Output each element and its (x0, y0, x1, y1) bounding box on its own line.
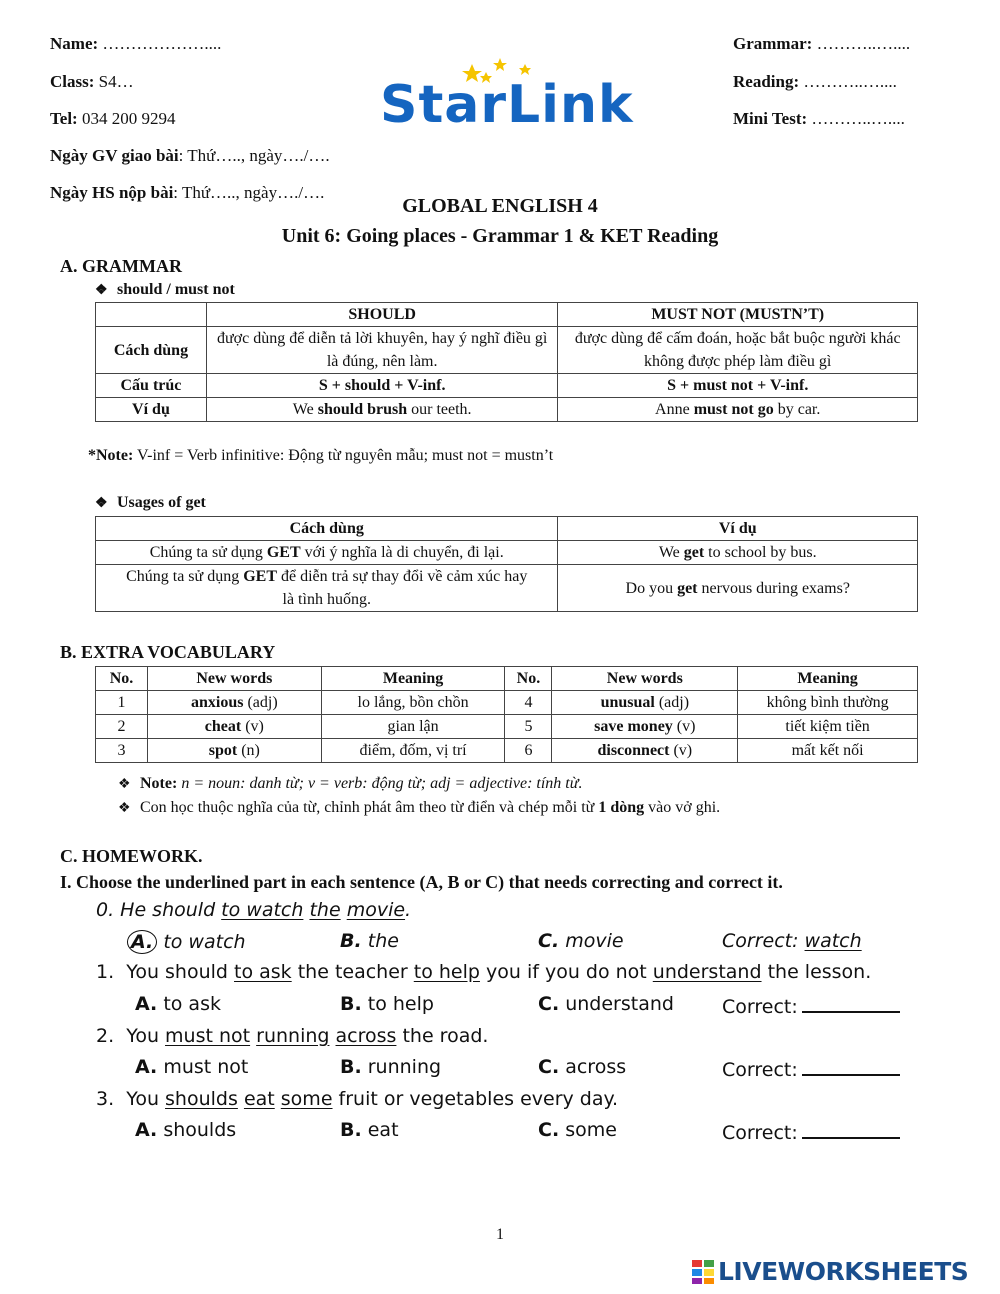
q3-option-b[interactable]: B. eat (340, 1119, 399, 1141)
example-option-b: B. the (340, 930, 399, 952)
vocab-meaning: điểm, đốm, vị trí (321, 739, 505, 763)
watermark-text: LIVEWORKSHEETS (718, 1257, 969, 1286)
usage-header: Cách dùng (96, 517, 558, 541)
student-date-line: Ngày HS nộp bài: Thứ….., ngày…./…. (50, 183, 325, 202)
diamond-bullet-icon: ❖ (95, 496, 108, 511)
tel-line: Tel: 034 200 9294 (50, 109, 176, 128)
vocab-instruction: ❖ Con học thuộc nghĩa của từ, chỉnh phát âm theo từ điển và chép mỗi từ 1 dòng vào vở ghi. (118, 799, 721, 816)
should-usage: được dùng để diễn tả lời khuyên, hay ý nghĩ điều gì là đúng, nên làm. (206, 327, 558, 374)
vocab-word: spot (n) (147, 739, 321, 763)
should-mustnot-table (95, 302, 918, 422)
q3-correct: Correct: (722, 1119, 900, 1144)
teacher-date-line: Ngày GV giao bài: Thứ….., ngày…./…. (50, 146, 330, 165)
liveworksheets-logo-icon (692, 1260, 714, 1284)
table-row (96, 739, 918, 763)
page-subtitle: Unit 6: Going places - Grammar 1 & KET Reading (281, 225, 719, 247)
exercise-instruction: I. Choose the underlined part in each sentence (A, B or C) that needs correcting and correct it. (60, 872, 783, 892)
q2-answer-blank[interactable] (802, 1056, 900, 1076)
get-usages-subheading: ❖ Usages of get (95, 494, 206, 511)
example-header: Ví dụ (558, 517, 918, 541)
usage-label: Cách dùng (96, 327, 207, 374)
vocab-number: 2 (96, 715, 148, 739)
get-usage-1: Chúng ta sử dụng GET với ý nghĩa là di chuyển, đi lại. (96, 541, 558, 565)
question-3: 3. You shoulds eat some fruit or vegetables every day. (96, 1088, 619, 1110)
mustnot-header: MUST NOT (MUSTN’T) (558, 303, 918, 327)
starlink-logo (380, 58, 634, 136)
example-label: Ví dụ (96, 398, 207, 422)
page-number: 1 (496, 1226, 504, 1243)
question-2: 2. You must not running across the road. (96, 1025, 489, 1047)
q1-option-a[interactable]: A. to ask (135, 993, 221, 1015)
table-row (96, 691, 918, 715)
structure-label: Cấu trúc (96, 374, 207, 398)
circled-answer: A. (127, 930, 157, 954)
vocab-header: New words (147, 667, 321, 691)
should-structure: S + should + V-inf. (206, 374, 558, 398)
section-a-heading: A. GRAMMAR (60, 256, 182, 276)
vocab-number: 6 (505, 739, 552, 763)
q2-option-c[interactable]: C. across (538, 1056, 627, 1078)
vocab-meaning: mất kết nối (738, 739, 918, 763)
vocab-meaning: tiết kiệm tiền (738, 715, 918, 739)
example-option-c: C. movie (538, 930, 624, 952)
table-row (96, 715, 918, 739)
question-1: 1. You should to ask the teacher to help you if you do not understand the lesson. (96, 961, 872, 983)
example-option-a: A. to watch (127, 930, 246, 954)
q2-correct: Correct: (722, 1056, 900, 1081)
q3-answer-blank[interactable] (802, 1119, 900, 1139)
vocabulary-table (95, 666, 918, 763)
vocab-header: Meaning (738, 667, 918, 691)
should-mustnot-subheading: ❖ should / must not (95, 281, 235, 298)
vocab-word: anxious (adj) (147, 691, 321, 715)
liveworksheets-watermark (692, 1257, 992, 1287)
q3-option-a[interactable]: A. shoulds (135, 1119, 237, 1141)
q2-option-b[interactable]: B. running (340, 1056, 442, 1078)
vocab-meaning: không bình thường (738, 691, 918, 715)
vocab-word: unusual (adj) (552, 691, 738, 715)
page-title: GLOBAL ENGLISH 4 (402, 195, 598, 217)
vocab-header: Meaning (321, 667, 505, 691)
q3-option-c[interactable]: C. some (538, 1119, 617, 1141)
vocab-word: save money (v) (552, 715, 738, 739)
vocab-note: ❖ Note: n = noun: danh từ; v = verb: động từ; adj = adjective: tính từ. (118, 775, 583, 792)
grammar-score-line: Grammar: ………..….... (733, 34, 911, 53)
section-b-heading: B. EXTRA VOCABULARY (60, 642, 276, 662)
should-header: SHOULD (206, 303, 558, 327)
section-c-heading: C. HOMEWORK. (60, 846, 203, 866)
mustnot-structure: S + must not + V-inf. (558, 374, 918, 398)
vocab-number: 4 (505, 691, 552, 715)
example-correct: Correct: watch (722, 930, 862, 952)
minitest-score-line: Mini Test: ………..….... (733, 109, 905, 128)
get-example-1: We get to school by bus. (558, 541, 918, 565)
vocab-number: 1 (96, 691, 148, 715)
vocab-word: disconnect (v) (552, 739, 738, 763)
vocab-meaning: gian lận (321, 715, 505, 739)
q1-answer-blank[interactable] (802, 993, 900, 1013)
mustnot-usage: được dùng để cấm đoán, hoặc bắt buộc người khác không được phép làm điều gì (558, 327, 918, 374)
vocab-header: No. (96, 667, 148, 691)
table-corner (96, 303, 207, 327)
class-line: Class: S4… (50, 72, 134, 91)
vocab-meaning: lo lắng, bồn chồn (321, 691, 505, 715)
q1-correct: Correct: (722, 993, 900, 1018)
diamond-bullet-icon: ❖ (95, 283, 108, 298)
get-usage-2: Chúng ta sử dụng GET để diễn trả sự thay đổi về cảm xúc hay là tình huống. (96, 565, 558, 612)
vocab-word: cheat (v) (147, 715, 321, 739)
name-line: Name: ……………….... (50, 34, 222, 53)
vocab-header: New words (552, 667, 738, 691)
logo-text: StarLink (380, 75, 634, 135)
get-example-2: Do you get nervous during exams? (558, 565, 918, 612)
diamond-bullet-icon: ❖ (118, 777, 131, 792)
vocab-number: 5 (505, 715, 552, 739)
mustnot-example: Anne must not go by car. (558, 398, 918, 422)
get-usages-table (95, 516, 918, 612)
diamond-bullet-icon: ❖ (118, 801, 131, 816)
q1-option-b[interactable]: B. to help (340, 993, 434, 1015)
q1-option-c[interactable]: C. understand (538, 993, 674, 1015)
example-sentence: 0. He should to watch the movie. (96, 899, 412, 921)
vocab-number: 3 (96, 739, 148, 763)
grammar-note: *Note: V-inf = Verb infinitive: Động từ nguyên mẫu; must not = mustn’t (88, 447, 554, 464)
vocab-header: No. (505, 667, 552, 691)
q2-option-a[interactable]: A. must not (135, 1056, 249, 1078)
should-example: We should brush our teeth. (206, 398, 558, 422)
reading-score-line: Reading: ………..….... (733, 72, 897, 91)
